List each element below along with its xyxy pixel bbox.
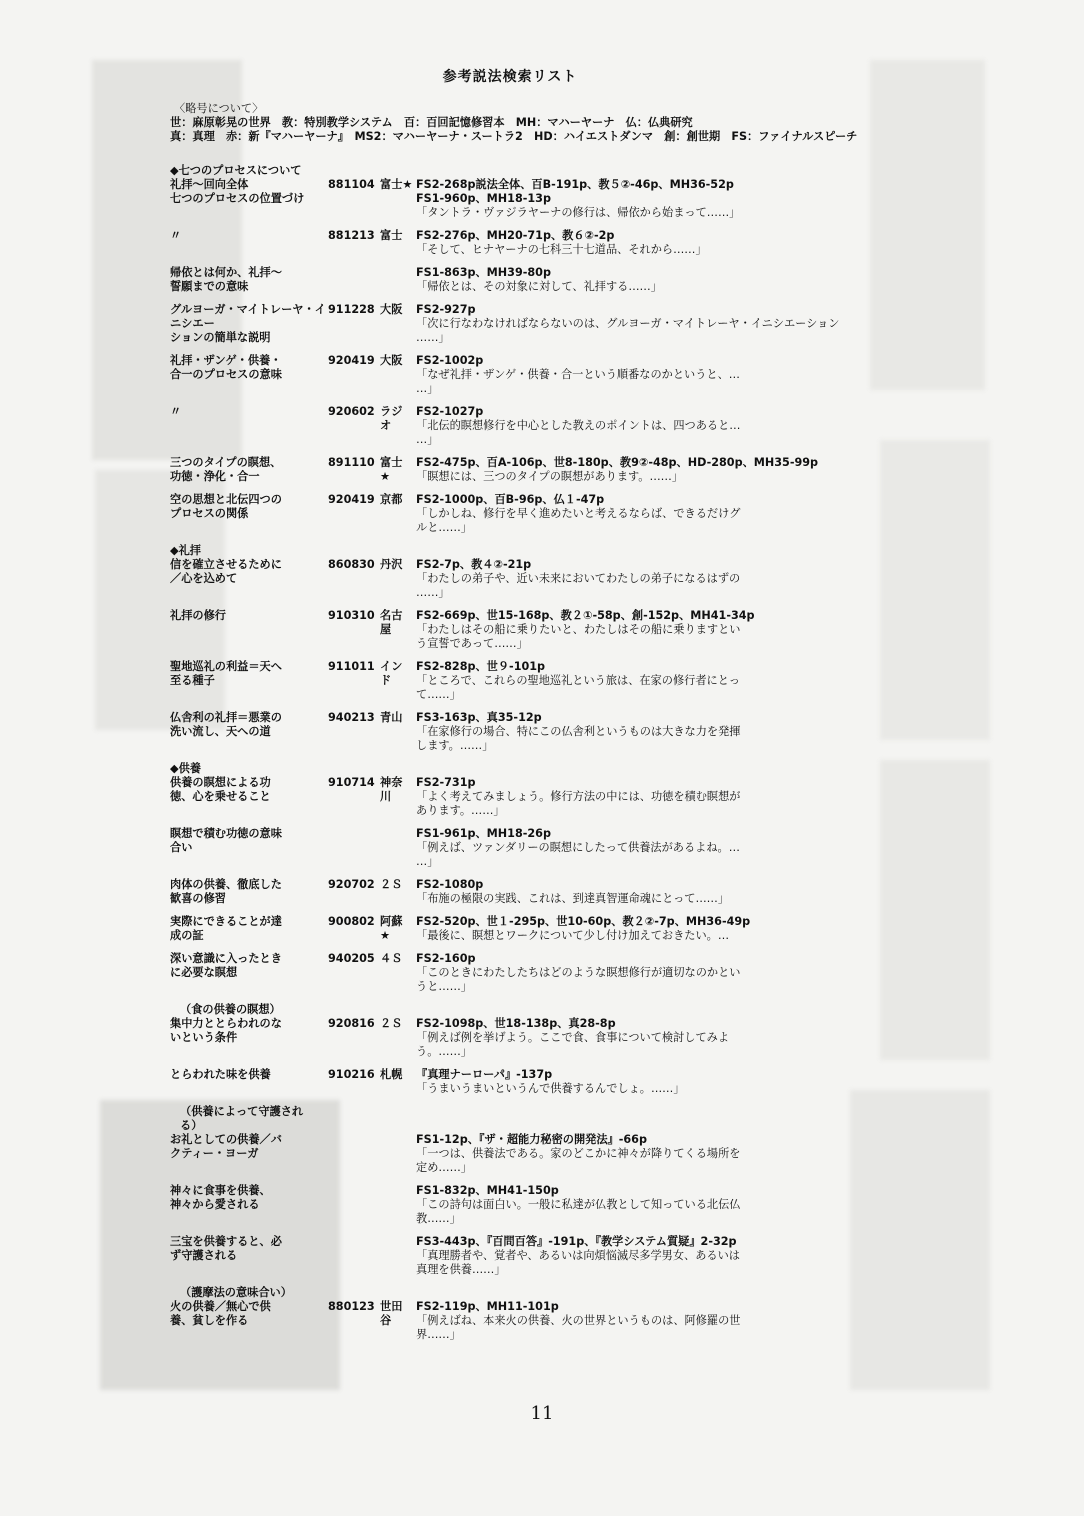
section-heading: （護摩法の意味合い） [180, 1286, 292, 1299]
entry-reference: FS1-961p、MH18-26p [416, 827, 551, 840]
entry-place: 神奈 川 [380, 776, 403, 803]
entry-date [328, 1235, 380, 1277]
entry-quote: 「そして、ヒナヤーナの七科三十七道品、それから……」 [416, 243, 707, 256]
entry-quote: 「帰依とは、その対象に対して、礼拝する……」 [416, 280, 662, 293]
entry-reference: FS1-863p、MH39-80p [416, 266, 551, 279]
entry-reference: FS2-669p、世15-168p、教２①-58p、創-152p、MH41-34p [416, 609, 755, 622]
entry-date: 911228 [328, 303, 375, 316]
list-item [170, 609, 850, 651]
entry-reference: FS2-731p [416, 776, 476, 789]
entry-topic: 礼拝の修行 [170, 609, 226, 622]
entry-topic: 三つのタイプの瞑想、 功徳・浄化・合一 [170, 456, 282, 483]
entry-quote: 「瞑想には、三つのタイプの瞑想があります。……」 [416, 470, 684, 483]
entry-place: 世田 谷 [380, 1300, 403, 1327]
entry-topic: 実際にできることが達 成の証 [170, 915, 282, 942]
entry-topic: 〃 [170, 229, 182, 242]
entry-date: 920816 [328, 1017, 375, 1030]
entry-topic: 礼拝・ザンゲ・供養・ 合一のプロセスの意味 [170, 354, 282, 381]
entry-reference: 『真理ナーローパ』-137p [416, 1068, 553, 1081]
entry-content [416, 178, 850, 220]
entry-content [416, 456, 850, 484]
entry-content [416, 827, 850, 869]
entry-date: 880123 [328, 1300, 375, 1313]
entry-reference: FS2-520p、世１-295p、世10-60p、教２②-7p、MH36-49p [416, 915, 751, 928]
entry-content [416, 405, 850, 447]
list-item [170, 1300, 850, 1342]
entry-content [416, 493, 850, 535]
entry-content [416, 776, 850, 818]
list-item [170, 1184, 850, 1226]
entry-place [380, 1235, 416, 1277]
entry-content [416, 1235, 850, 1277]
entry-content [416, 711, 850, 753]
section-heading: （供養によって守護され る） [180, 1105, 304, 1132]
entry-content [416, 1133, 850, 1175]
list-item [170, 178, 850, 220]
entry-reference: FS2-475p、百A-106p、世8-180p、教9②-48p、HD-280p、MH35-99p [416, 456, 819, 469]
entry-topic: 火の供養／無心で供 養、貧しを作る [170, 1300, 271, 1327]
entry-topic: とらわれた味を供養 [170, 1068, 271, 1081]
list-item [170, 952, 850, 994]
entry-topic: 集中力ととらわれのな いという条件 [170, 1017, 282, 1044]
entry-topic: 供養の瞑想による功 徳、心を乗せること [170, 776, 271, 803]
entry-place: ラジ オ [380, 405, 403, 432]
entry-date: 881104 [328, 178, 375, 191]
entry-quote: 「ところで、これらの聖地巡礼という旅は、在家の修行者にとっ て……」 [416, 674, 740, 701]
list-item [170, 776, 850, 818]
entry-topic: 礼拝～回向全体 七つのプロセスの位置づけ [170, 178, 305, 205]
entry-topic: 深い意識に入ったとき に必要な瞑想 [170, 952, 282, 979]
entry-reference: FS2-7p、教４②-21p [416, 558, 532, 571]
entry-topic: 聖地巡礼の利益＝天へ 至る種子 [170, 660, 282, 687]
entry-content [416, 1068, 850, 1096]
entry-date: 891110 [328, 456, 375, 469]
entry-quote: 「この詩句は面白い。一般に私達が仏教として知っている北伝仏 教……」 [416, 1198, 741, 1225]
abbreviation-legend [170, 102, 858, 144]
entry-place: 阿蘇 ★ [380, 915, 403, 942]
document-title: 参考説法検索リスト [442, 69, 578, 85]
entry-reference: FS2-828p、世９-101p [416, 660, 546, 673]
entry-reference: FS2-927p [416, 303, 476, 316]
entry-date [328, 827, 380, 869]
entry-place: 丹沢 [380, 558, 403, 571]
entry-place: 京都 [380, 493, 403, 506]
entry-content [416, 229, 850, 257]
section-heading: ◆礼拝 [170, 544, 201, 557]
entry-date: 910216 [328, 1068, 375, 1081]
legend-line: 真：真理 赤：新『マハーヤーナ』 MS2：マハーヤーナ・スートラ2 HD：ハイエストダンマ 創：創世期 FS：ファイナルスピーチ [170, 130, 858, 143]
list-item [170, 558, 850, 600]
list-item [170, 915, 850, 943]
entry-date: 920419 [328, 493, 375, 506]
entry-quote: 「布施の極限の実践、これは、到達真智運命魂にとって……」 [416, 892, 730, 905]
entry-place: 富士 ★ [380, 456, 403, 483]
list-item [170, 1133, 850, 1175]
list-item [170, 1068, 850, 1096]
entry-content [416, 660, 850, 702]
entry-place: 大阪 [380, 303, 403, 316]
list-item [170, 1235, 850, 1277]
entry-content [416, 609, 850, 651]
entry-quote: 「このときにわたしたちはどのような瞑想修行が適切なのかとい うと……」 [416, 966, 741, 993]
entry-date: 940205 [328, 952, 375, 965]
entry-topic: 神々に食事を供養、 神々から愛される [170, 1184, 271, 1211]
entry-quote: 「うまいうまいというんで供養するんでしょ。……」 [416, 1082, 685, 1095]
entry-date [328, 1184, 380, 1226]
section-heading: （食の供養の瞑想） [180, 1003, 281, 1016]
entry-quote: 「最後に、瞑想とワークについて少し付け加えておきたい。… [416, 929, 730, 942]
document-page [170, 69, 858, 1351]
list-item [170, 405, 850, 447]
entry-place: 大阪 [380, 354, 403, 367]
entry-topic: 三宝を供養すると、必 ず守護される [170, 1235, 282, 1262]
entry-reference: FS3-443p、『百問百答』-191p、『教学システム質疑』2-32p [416, 1235, 737, 1248]
entry-reference: FS2-268p説法全体、百B-191p、教５②-46p、MH36-52p FS1-960p、MH18-13p [416, 178, 734, 205]
entry-reference: FS2-119p、MH11-101p [416, 1300, 559, 1313]
list-item [170, 266, 850, 294]
list-item [170, 878, 850, 906]
page-number: 11 [530, 1403, 554, 1424]
entry-topic: 瞑想で積む功徳の意味 合い [170, 827, 282, 854]
list-item [170, 660, 850, 702]
entry-content [416, 303, 850, 345]
entry-place: ２Ｓ [380, 1017, 403, 1030]
list-item [170, 827, 850, 869]
entry-content [416, 1300, 850, 1342]
bleed-through-shadow [870, 60, 985, 390]
entry-date: 920602 [328, 405, 375, 418]
entry-place: 富士★ [380, 178, 413, 191]
entry-date: 910310 [328, 609, 375, 622]
entry-date: 860830 [328, 558, 375, 571]
list-item [170, 303, 850, 345]
entry-reference: FS2-1098p、世18-138p、真28-8p [416, 1017, 616, 1030]
entry-quote: 「真理勝者や、覚者や、あるいは向煩悩滅尽多学男女、あるいは 真理を供養……」 [416, 1249, 740, 1276]
sermon-reference-list [170, 164, 850, 1342]
entry-quote: 「在家修行の場合、特にこの仏舎利というものは大きな力を発揮 します。……」 [416, 725, 741, 752]
entry-reference: FS2-276p、MH20-71p、教６②-2p [416, 229, 615, 242]
entry-place: ２Ｓ [380, 878, 403, 891]
entry-date [328, 266, 380, 294]
entry-reference: FS1-12p、『ザ・超能力秘密の開発法』-66p [416, 1133, 647, 1146]
entry-place: 名古 屋 [380, 609, 403, 636]
entry-content [416, 354, 850, 396]
section-heading: ◆七つのプロセスについて [170, 164, 302, 177]
entry-content [416, 878, 850, 906]
entry-topic: 仏舎利の礼拝＝悪業の 洗い流し、天への道 [170, 711, 282, 738]
list-item [170, 229, 850, 257]
list-item [170, 711, 850, 753]
entry-topic: グルヨーガ・マイトレーヤ・イニシエー ションの簡単な説明 [170, 303, 326, 344]
bleed-through-shadow [850, 1090, 990, 1390]
entry-place [380, 1133, 416, 1175]
entry-quote: 「例えばね、本来火の供養、火の世界というものは、阿修羅の世 界……」 [416, 1314, 741, 1341]
entry-place: 札幌 [380, 1068, 403, 1081]
entry-place: 富士 [380, 229, 403, 242]
entry-content [416, 558, 850, 600]
entry-quote: 「例えば、ツァンダリーの瞑想にしたって供養法があるよね。… …」 [416, 841, 740, 868]
list-item [170, 493, 850, 535]
entry-date: 920702 [328, 878, 375, 891]
entry-reference: FS2-1002p [416, 354, 484, 367]
entry-date: 940213 [328, 711, 375, 724]
entry-date: 881213 [328, 229, 375, 242]
entry-place: イン ド [380, 660, 403, 687]
legend-heading: 〈略号について〉 [174, 102, 264, 115]
entry-topic: 肉体の供養、徹底した 歓喜の修習 [170, 878, 282, 905]
section-heading: ◆供養 [170, 762, 201, 775]
entry-topic: 信を確立させるために ／心を込めて [170, 558, 282, 585]
list-item [170, 354, 850, 396]
entry-date: 910714 [328, 776, 375, 789]
bleed-through-shadow [880, 440, 990, 740]
entry-place [380, 1184, 416, 1226]
entry-date: 911011 [328, 660, 375, 673]
entry-quote: 「しかしね、修行を早く進めたいと考えるならば、できるだけグ ルと……」 [416, 507, 741, 534]
entry-reference: FS3-163p、真35-12p [416, 711, 542, 724]
entry-quote: 「一つは、供養法である。家のどこかに神々が降りてくる場所を 定め……」 [416, 1147, 741, 1174]
entry-quote: 「例えば例を挙げよう。ここで食、食事について検討してみよ う。……」 [416, 1031, 730, 1058]
entry-date: 900802 [328, 915, 375, 928]
entry-place: 青山 [380, 711, 403, 724]
entry-content [416, 1017, 850, 1059]
entry-content [416, 266, 850, 294]
entry-reference: FS2-1080p [416, 878, 484, 891]
entry-quote: 「北伝的瞑想修行を中心とした教えのポイントは、四つあると… …」 [416, 419, 741, 446]
entry-quote: 「なぜ礼拝・ザンゲ・供養・合一という順番なのかというと、… …」 [416, 368, 740, 395]
entry-reference: FS2-160p [416, 952, 476, 965]
legend-line: 世：麻原彰晃の世界 教：特別教学システム 百：百回記憶修習本 MH：マハーヤーナ 仏：仏典研究 [170, 116, 693, 129]
entry-reference: FS2-1027p [416, 405, 484, 418]
entry-content [416, 915, 850, 943]
entry-place [380, 827, 416, 869]
entry-reference: FS1-832p、MH41-150p [416, 1184, 559, 1197]
list-item [170, 1017, 850, 1059]
entry-quote: 「タントラ・ヴァジラヤーナの修行は、帰依から始まって……」 [416, 206, 741, 219]
entry-quote: 「よく考えてみましょう。修行方法の中には、功徳を積む瞑想が あります。……」 [416, 790, 741, 817]
entry-reference: FS2-1000p、百B-96p、仏１-47p [416, 493, 605, 506]
entry-topic: 〃 [170, 405, 182, 418]
bleed-through-shadow [880, 760, 990, 1060]
entry-quote: 「次に行なわなければならないのは、グルヨーガ・マイトレーヤ・イニシエーション ……」 [416, 317, 840, 344]
entry-quote: 「わたしの弟子や、近い未来においてわたしの弟子になるはずの ……」 [416, 572, 741, 599]
entry-place [380, 266, 416, 294]
entry-topic: 帰依とは何か、礼拝～ 誓願までの意味 [170, 266, 282, 293]
entry-content [416, 1184, 850, 1226]
entry-topic: 空の思想と北伝四つの プロセスの関係 [170, 493, 282, 520]
entry-place: ４Ｓ [380, 952, 403, 965]
entry-date [328, 1133, 380, 1175]
entry-date: 920419 [328, 354, 375, 367]
list-item [170, 456, 850, 484]
entry-content [416, 952, 850, 994]
entry-quote: 「わたしはその船に乗りたいと、わたしはその船に乗りますとい う宣誓であって……」 [416, 623, 741, 650]
entry-topic: お礼としての供養／バ クティー・ヨーガ [170, 1133, 282, 1160]
